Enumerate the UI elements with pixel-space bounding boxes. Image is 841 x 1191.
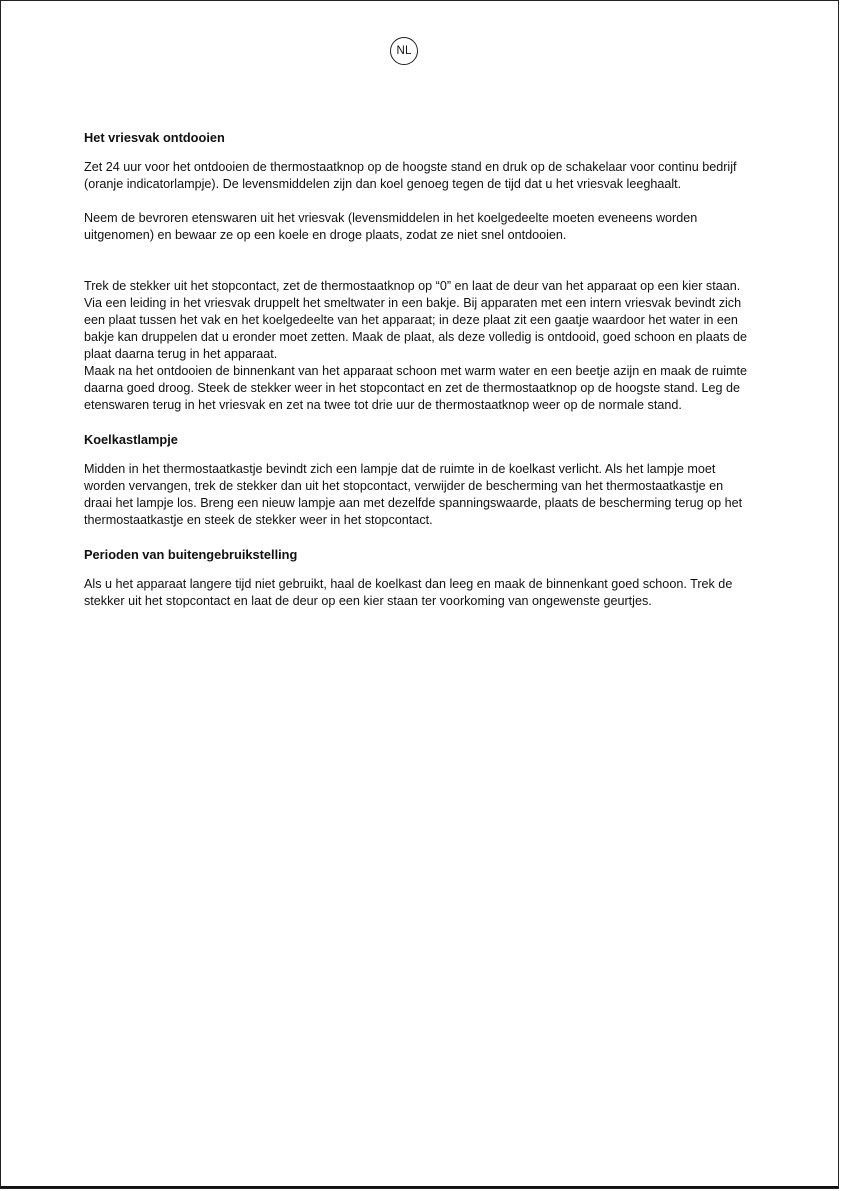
- paragraph: Trek de stekker uit het stopcontact, zet de thermostaatknop op “0” en laat de deur van het apparaat op een kier staan. Via een leiding in het vriesvak druppelt het smeltwater in een bakje. Bij apparaten met een intern vriesvak bevindt zich een plaat tussen het vak en het koelgedeelte van het apparaat; in deze plaat zit een gaatje waardoor het water in een bakje kan druppelen dat u eronder moet zetten. Maak de plaat, als deze volledig is ontdooid, goed schoon en plaats de plaat daarna terug in het apparaat.: [84, 279, 748, 361]
- section-fridge-lamp: [84, 431, 752, 529]
- bottom-border: [1, 1186, 838, 1188]
- paragraph: Als u het apparaat langere tijd niet gebruikt, haal de koelkast dan leeg en maak de binnenkant goed schoon. Trek de stekker uit het stopcontact en laat de deur op een kier staan ter voorkoming van ongewenste geurtjes.: [84, 577, 733, 608]
- page-content: [84, 129, 752, 627]
- paragraph: Neem de bevroren etenswaren uit het vriesvak (levensmiddelen in het koelgedeelte moeten eveneens worden uitgenomen) en bewaar ze op een koele en droge plaats, zodat ze niet snel ontdooien.: [84, 211, 698, 242]
- language-badge: NL: [390, 37, 418, 65]
- section-periods-out-of-use: [84, 546, 752, 610]
- section-heading: Perioden van buitengebruikstelling: [84, 547, 298, 562]
- paragraph: Zet 24 uur voor het ontdooien de thermostaatknop op de hoogste stand en druk op de schakelaar voor continu bedrijf (oranje indicatorlampje). De levensmiddelen zijn dan koel genoeg tegen de tijd dat u het vriesvak leeghaalt.: [84, 160, 737, 191]
- section-heading: Het vriesvak ontdooien: [84, 130, 225, 145]
- section-heading: Koelkastlampje: [84, 432, 178, 447]
- section-defrost-freezer: [84, 129, 752, 414]
- paragraph: Maak na het ontdooien de binnenkant van het apparaat schoon met warm water en een beetje azijn en maak de ruimte daarna goed droog. Steek de stekker weer in het stopcontact en zet de thermostaatknop op de hoogste stand. Leg de etenswaren terug in het vriesvak en zet na twee tot drie uur de thermostaatknop weer op de normale stand.: [84, 364, 747, 412]
- paragraph: Midden in het thermostaatkastje bevindt zich een lampje dat de ruimte in de koelkast verlicht. Als het lampje moet worden vervangen, trek de stekker dan uit het stopcontact, verwijder de bescherming van het thermostaatkastje en draai het lampje los. Breng een nieuw lampje aan met dezelfde spanningswaarde, plaats de bescherming terug op het thermostaatkastje en steek de stekker weer in het stopcontact.: [84, 462, 743, 527]
